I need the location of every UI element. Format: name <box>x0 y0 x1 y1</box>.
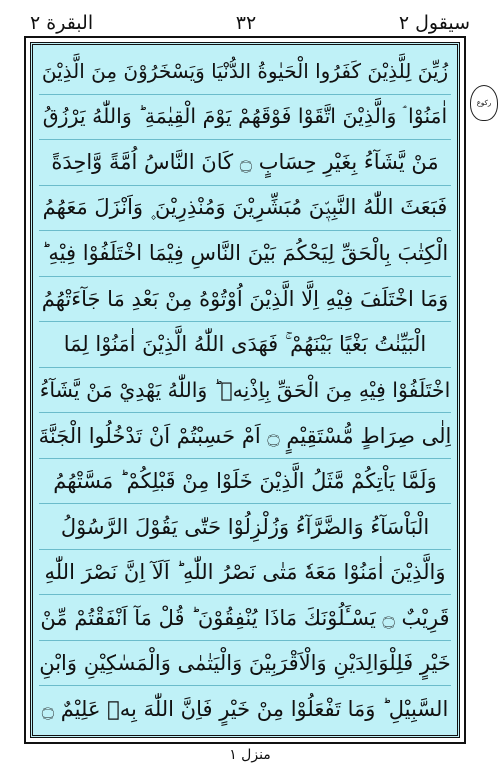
text-line: خَيْرٍ فَلِلْوَالِدَيْنِ وَالْاَقْرَبِيْنَ وَالْيَتٰمٰى وَالْمَسٰكِيْنِ وَابْنِ <box>39 641 451 687</box>
verse-lines <box>39 49 451 731</box>
manzil-footer: منزل ١ <box>229 747 271 763</box>
text-line: وَلَمَّا يَاْتِكُمْ مَّثَلُ الَّذِيْنَ خَلَوْا مِنْ قَبْلِكُمْ ؕ مَسَّتْهُمُ <box>39 459 451 505</box>
text-line: وَمَا اخْتَلَفَ فِيْهِ اِلَّا الَّذِيْنَ اُوْتُوْهُ مِنْ بَعْدِ مَا جَآءَتْهُمُ <box>39 277 451 323</box>
text-line: الْكِتٰبَ بِالْحَقِّ لِيَحْكُمَ بَيْنَ النَّاسِ فِيْمَا اخْتَلَفُوْا فِيْهِ ؕ <box>39 231 451 277</box>
text-line: الْبَيِّنٰتُ بَغْيًا بَيْنَهُمْ ۚ فَهَدَى اللّٰهُ الَّذِيْنَ اٰمَنُوْا لِمَا <box>39 322 451 368</box>
text-line: اٰمَنُوْا ۘ وَالَّذِيْنَ اتَّقَوْا فَوْقَهُمْ يَوْمَ الْقِيٰمَةِ ؕ وَاللّٰهُ يَرْزُقُ <box>39 95 451 141</box>
page-header <box>30 8 470 38</box>
text-line: زُيِّنَ لِلَّذِيْنَ كَفَرُوا الْحَيٰوةُ الدُّنْيَا وَيَسْخَرُوْنَ مِنَ الَّذِيْنَ <box>39 49 451 95</box>
text-line: الْبَاْسَآءُ وَالضَّرَّآءُ وَزُلْزِلُوْا حَتّٰى يَقُوْلَ الرَّسُوْلُ <box>39 504 451 550</box>
text-area <box>30 42 460 738</box>
text-line: اِلٰى صِرَاطٍ مُّسْتَقِيْمٍ ۝ اَمْ حَسِبْتُمْ اَنْ تَدْخُلُوا الْجَنَّةَ <box>39 413 451 459</box>
text-line: فَبَعَثَ اللّٰهُ النَّبِيّٖنَ مُبَشِّرِيْنَ وَمُنْذِرِيْنَ ۪ وَاَنْزَلَ مَعَهُمُ <box>39 186 451 232</box>
ruku-marker-icon <box>470 85 498 121</box>
juz-name: سيقول ٢ <box>398 12 470 34</box>
ruku-label: ركوع <box>476 98 492 107</box>
surah-name: البقرة ٢ <box>30 12 94 34</box>
text-line: وَالَّذِيْنَ اٰمَنُوْا مَعَهٗ مَتٰى نَصْرُ اللّٰهِ ؕ اَلَآ اِنَّ نَصْرَ اللّٰهِ <box>39 550 451 596</box>
text-line: السَّبِيْلِ ؕ وَمَا تَفْعَلُوْا مِنْ خَيْرٍ فَاِنَّ اللّٰهَ بِهٖ عَلِيْمٌ ۝ <box>41 696 449 721</box>
page-number: ٣٢ <box>235 12 257 34</box>
page-frame <box>24 36 466 744</box>
text-line: اخْتَلَفُوْا فِيْهِ مِنَ الْحَقِّ بِاِذْنِهٖ ؕ وَاللّٰهُ يَهْدِيْ مَنْ يَّشَآءُ <box>39 368 451 414</box>
text-line: مَنْ يَّشَآءُ بِغَيْرِ حِسَابٍ ۝ كَانَ النَّاسُ اُمَّةً وَّاحِدَةً <box>39 140 451 186</box>
text-line: قَرِيْبٌ ۝ يَسْـَٔلُوْنَكَ مَاذَا يُنْفِقُوْنَ ؕ قُلْ مَآ اَنْفَقْتُمْ مِّنْ <box>39 595 451 641</box>
